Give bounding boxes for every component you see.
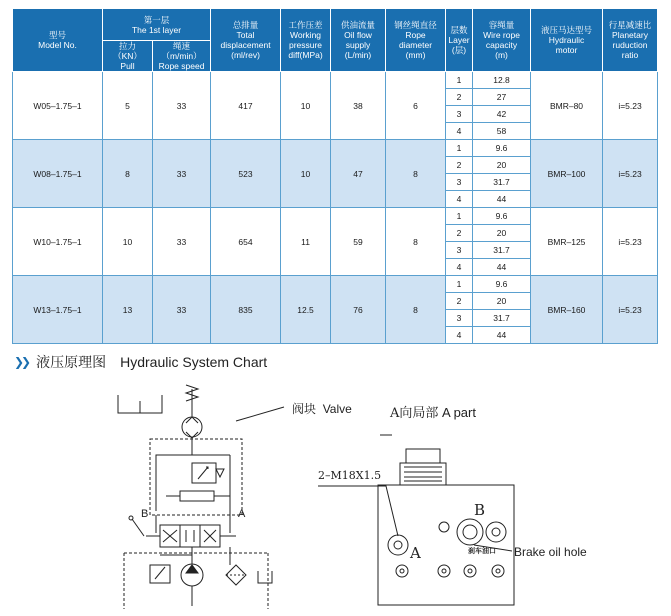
model-cell: W10–1.75–1 [13, 208, 103, 276]
a-part-label: A向局部 A part [390, 405, 476, 421]
section-title-cn: 液压原理图 [36, 354, 107, 370]
model-cell: W13–1.75–1 [13, 276, 103, 344]
pressure-cell: 10 [281, 140, 331, 208]
motor-cell: BMR–80 [531, 72, 603, 140]
capacity-cell: 58 [473, 123, 531, 140]
layer-cell: 3 [446, 242, 473, 259]
header-pressure: 工作压差 Working pressure diff(MPa) [281, 9, 331, 72]
layer-cell: 2 [446, 225, 473, 242]
capacity-cell: 44 [473, 259, 531, 276]
thread-label: 2–M18X1.5 [318, 469, 382, 482]
header-pull: 拉力 （KN） Pull [103, 41, 153, 72]
chevron-right-icon: ❯❯ [14, 355, 29, 369]
pull-cell: 5 [103, 72, 153, 140]
capacity-cell: 31.7 [473, 310, 531, 327]
layer-cell: 1 [446, 72, 473, 89]
pull-cell: 10 [103, 208, 153, 276]
header-capacity: 容绳量 Wire rope capacity (m) [473, 9, 531, 72]
capacity-cell: 9.6 [473, 276, 531, 293]
rope-diameter-cell: 8 [386, 276, 446, 344]
layer-cell: 3 [446, 174, 473, 191]
capacity-cell: 44 [473, 327, 531, 344]
layer-cell: 2 [446, 293, 473, 310]
capacity-cell: 44 [473, 191, 531, 208]
header-layer: 层数 Layer (层) [446, 9, 473, 72]
model-cell: W05–1.75–1 [13, 72, 103, 140]
layer-cell: 4 [446, 327, 473, 344]
header-rope-speed: 绳速 （m/min） Rope speed [153, 41, 211, 72]
layer-cell: 3 [446, 106, 473, 123]
layer-cell: 4 [446, 259, 473, 276]
flow-cell: 76 [331, 276, 386, 344]
flow-cell: 38 [331, 72, 386, 140]
speed-cell: 33 [153, 140, 211, 208]
layer-cell: 1 [446, 208, 473, 225]
layer-cell: 3 [446, 310, 473, 327]
ratio-cell: i=5.23 [603, 276, 658, 344]
header-first-layer: 第一层 The 1st layer [103, 9, 211, 41]
layer-cell: 4 [446, 191, 473, 208]
displacement-cell: 654 [211, 208, 281, 276]
ratio-cell: i=5.23 [603, 140, 658, 208]
section-title [14, 352, 267, 372]
motor-cell: BMR–160 [531, 276, 603, 344]
pressure-cell: 12.5 [281, 276, 331, 344]
part-b-letter: B [474, 501, 486, 519]
capacity-cell: 31.7 [473, 242, 531, 259]
speed-cell: 33 [153, 208, 211, 276]
header-flow: 供油流量 Oil flow supply (L/min) [331, 9, 386, 72]
capacity-cell: 9.6 [473, 140, 531, 157]
rope-diameter-cell: 8 [386, 140, 446, 208]
table-row [13, 140, 658, 157]
spec-table [12, 8, 658, 344]
pressure-cell: 10 [281, 72, 331, 140]
displacement-cell: 417 [211, 72, 281, 140]
motor-cell: BMR–100 [531, 140, 603, 208]
ratio-cell: i=5.23 [603, 208, 658, 276]
table-row [13, 208, 658, 225]
pull-cell: 8 [103, 140, 153, 208]
capacity-cell: 31.7 [473, 174, 531, 191]
header-model: 型号 Model No. [13, 9, 103, 72]
displacement-cell: 523 [211, 140, 281, 208]
speed-cell: 33 [153, 276, 211, 344]
motor-cell: BMR–125 [531, 208, 603, 276]
brake-en-label: Brake oil hole [514, 545, 587, 559]
pull-cell: 13 [103, 276, 153, 344]
model-cell: W08–1.75–1 [13, 140, 103, 208]
pressure-cell: 11 [281, 208, 331, 276]
valve-label: 阀块 Valve [292, 402, 352, 416]
layer-cell: 1 [446, 276, 473, 293]
part-a-letter: A [410, 544, 421, 562]
flow-cell: 47 [331, 140, 386, 208]
rope-diameter-cell: 6 [386, 72, 446, 140]
ratio-cell: i=5.23 [603, 72, 658, 140]
speed-cell: 33 [153, 72, 211, 140]
port-b-label: B [141, 508, 149, 520]
layer-cell: 2 [446, 157, 473, 174]
brake-cn-label: 刹车油口 [468, 548, 496, 555]
displacement-cell: 835 [211, 276, 281, 344]
header-rope-diameter: 钢丝绳直径 Rope diameter (mm) [386, 9, 446, 72]
layer-cell: 2 [446, 89, 473, 106]
layer-cell: 1 [446, 140, 473, 157]
hydraulic-diagram [0, 375, 671, 611]
flow-cell: 59 [331, 208, 386, 276]
capacity-cell: 42 [473, 106, 531, 123]
table-row [13, 72, 658, 89]
capacity-cell: 20 [473, 157, 531, 174]
section-title-en: Hydraulic System Chart [120, 354, 268, 370]
layer-cell: 4 [446, 123, 473, 140]
capacity-cell: 27 [473, 89, 531, 106]
rope-diameter-cell: 8 [386, 208, 446, 276]
capacity-cell: 20 [473, 293, 531, 310]
capacity-cell: 12.8 [473, 72, 531, 89]
header-displacement: 总排量 Total displacement (ml/rev) [211, 9, 281, 72]
port-a-label: A [238, 508, 246, 520]
capacity-cell: 9.6 [473, 208, 531, 225]
table-row [13, 276, 658, 293]
header-ratio: 行星减速比 Planetary ruduction ratio [603, 9, 658, 72]
capacity-cell: 20 [473, 225, 531, 242]
header-motor: 液压马达型号 Hydraulic motor [531, 9, 603, 72]
